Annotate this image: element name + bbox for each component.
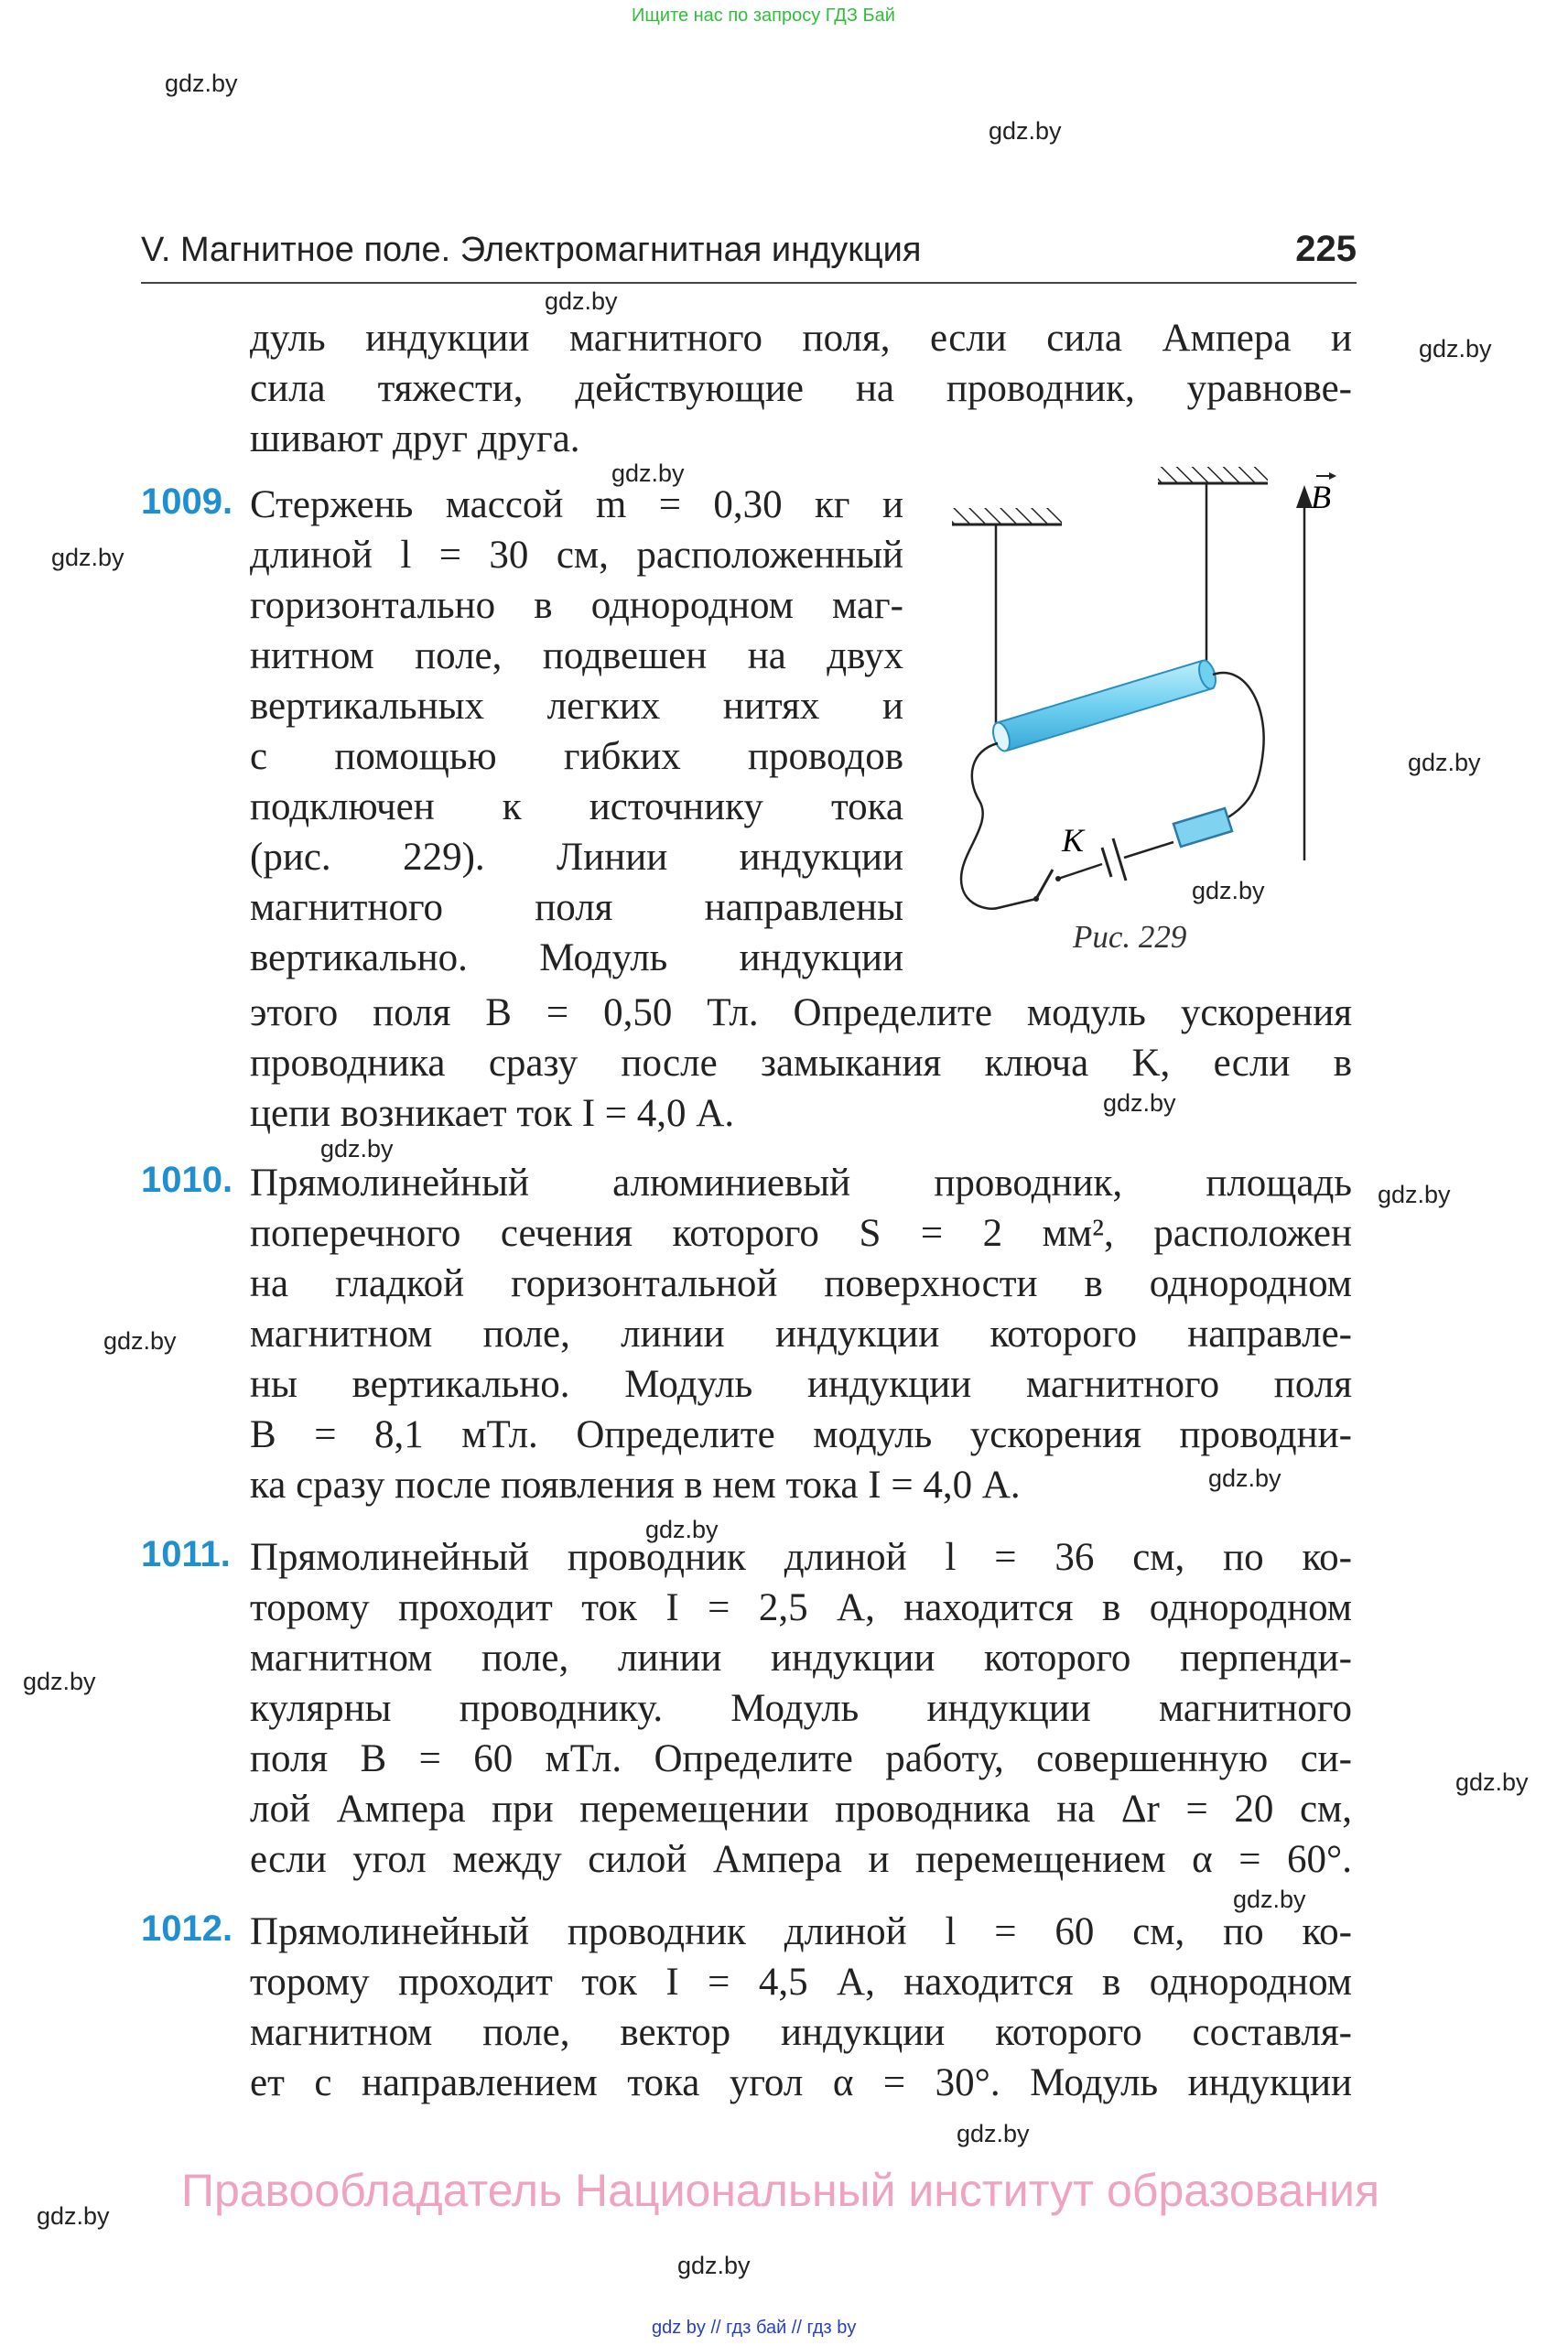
text-line: поля B = 60 мТл. Определите работу, совершенную си- [250, 1737, 1352, 1780]
watermark: gdz.by [1419, 335, 1492, 362]
watermark: gdz.by [989, 117, 1062, 145]
ceiling-left-icon [952, 508, 1062, 524]
key-switch-icon [1033, 864, 1102, 902]
watermark: gdz.by [1233, 1886, 1306, 1913]
text-line: торому проходит ток I = 2,5 А, находится в однородном [250, 1586, 1352, 1629]
figure-caption: Рис. 229 [1073, 919, 1187, 955]
text-line: подключен к источнику тока [250, 785, 903, 828]
watermark: gdz.by [1103, 1089, 1176, 1117]
text-line: ка сразу после появления в нем тока I = 4,0 А. [250, 1464, 1021, 1507]
problem-number: 1012. [141, 1908, 233, 1949]
label-b: B [1311, 479, 1331, 515]
battery-icon [1102, 838, 1173, 881]
text-line: на гладкой горизонтальной поверхности в однородном [250, 1262, 1352, 1305]
watermark: gdz.by [545, 287, 618, 315]
watermark: gdz.by [1208, 1465, 1281, 1492]
copyright-notice: Правообладатель Национальный институт образования [181, 2165, 1380, 2216]
text-line: магнитного поля направлены [250, 886, 903, 929]
text-line: проводника сразу после замыкания ключа K, если в [250, 1042, 1352, 1085]
watermark: gdz.by [1192, 877, 1265, 904]
watermark: gdz.by [51, 544, 124, 571]
watermark: gdz.by [320, 1135, 394, 1162]
text-line: поперечного сечения которого S = 2 мм², расположен [250, 1212, 1352, 1255]
watermark: gdz.by [1455, 1768, 1529, 1796]
resistor-icon [1173, 808, 1232, 847]
watermark: gdz.by [611, 459, 685, 487]
wire-left [961, 743, 1036, 909]
text-line: (рис. 229). Линии индукции [250, 836, 903, 879]
problem-number: 1011. [141, 1534, 231, 1574]
text-line: этого поля B = 0,50 Тл. Определите модуль ускорения [250, 991, 1352, 1034]
chapter-title: V. Магнитное поле. Электромагнитная индукция [141, 231, 922, 269]
rod-icon [990, 658, 1219, 752]
text-line: кулярны проводнику. Модуль индукции магнитного [250, 1687, 1352, 1730]
text-line: дуль индукции магнитного поля, если сила Ампера и [250, 317, 1352, 360]
watermark: gdz.by [645, 1516, 719, 1543]
text-line: Прямолинейный алюминиевый проводник, площадь [250, 1162, 1352, 1205]
bottom-banner: gdz by // гдз бай // гдз by [652, 2318, 857, 2338]
text-line: лой Ампера при перемещении проводника на Δr = 20 см, [250, 1788, 1352, 1831]
text-line: Прямолинейный проводник длиной l = 36 см, по ко- [250, 1536, 1352, 1579]
running-header [141, 229, 1357, 284]
watermark: gdz.by [37, 2202, 110, 2230]
watermark: gdz.by [677, 2252, 751, 2279]
wire-right [1213, 673, 1264, 819]
text-line: если угол между силой Ампера и перемещением α = 60°. [250, 1838, 1352, 1881]
problem-number: 1010. [141, 1160, 233, 1200]
text-line: Стержень массой m = 0,30 кг и [250, 483, 903, 526]
watermark: gdz.by [1378, 1181, 1451, 1208]
text-line: длиной l = 30 см, расположенный [250, 534, 903, 577]
text-line: с помощью гибких проводов [250, 735, 903, 778]
field-arrow-icon [1296, 472, 1336, 860]
text-line: нитном поле, подвешен на двух [250, 634, 903, 677]
watermark: gdz.by [1408, 749, 1481, 776]
text-line: магнитном поле, линии индукции которого направле- [250, 1313, 1352, 1356]
top-banner: Ищите нас по запросу ГДЗ Бай [632, 5, 895, 26]
text-line: ны вертикально. Модуль индукции магнитного поля [250, 1363, 1352, 1406]
text-line: вертикально. Модуль индукции [250, 936, 903, 979]
text-line: шивают друг друга. [250, 417, 580, 460]
page-number: 225 [1295, 229, 1357, 269]
text-line: магнитном поле, вектор индукции которого составля- [250, 2011, 1352, 2054]
watermark: gdz.by [23, 1668, 96, 1695]
figure-229 [934, 458, 1336, 970]
text-line: сила тяжести, действующие на проводник, уравнове- [250, 367, 1352, 410]
text-line: торому проходит ток I = 4,5 А, находится в однородном [250, 1961, 1352, 2004]
text-line: ет с направлением тока угол α = 30°. Модуль индукции [250, 2061, 1352, 2104]
text-line: магнитном поле, линии индукции которого перпенди- [250, 1637, 1352, 1680]
text-line: горизонтально в однородном маг- [250, 584, 903, 627]
text-line: B = 8,1 мТл. Определите модуль ускорения проводни- [250, 1413, 1352, 1456]
label-k: K [1062, 822, 1085, 859]
watermark: gdz.by [103, 1327, 177, 1355]
ceiling-right-icon [1158, 467, 1268, 483]
text-line: цепи возникает ток I = 4,0 А. [250, 1092, 735, 1135]
watermark: gdz.by [165, 70, 238, 97]
text-line: Прямолинейный проводник длиной l = 60 см, по ко- [250, 1910, 1352, 1953]
watermark: gdz.by [957, 2120, 1030, 2147]
text-line: вертикальных легких нитях и [250, 685, 903, 728]
problem-number: 1009. [141, 481, 233, 522]
